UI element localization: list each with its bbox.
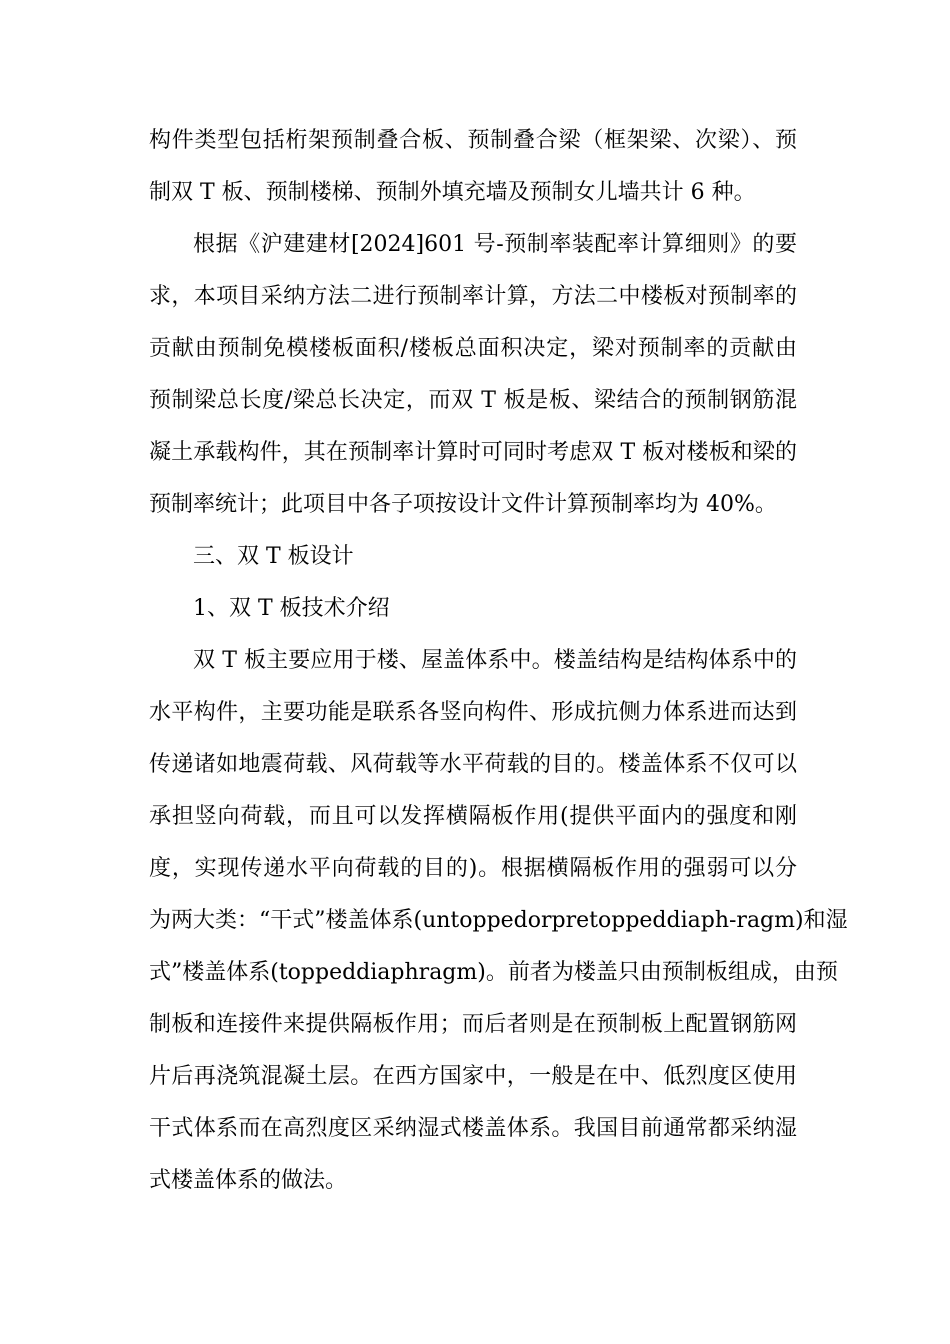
paragraph-line: 求，本项目采纳方法二进行预制率计算，方法二中楼板对预制率的 [149, 284, 797, 309]
paragraph-line: 预制梁总长度/梁总长决定，而双 T 板是板、梁结合的预制钢筋混 [149, 388, 797, 413]
paragraph-line: 贡献由预制免模楼板面积/楼板总面积决定，梁对预制率的贡献由 [149, 336, 797, 361]
paragraph-line: 凝土承载构件，其在预制率计算时可同时考虑双 T 板对楼板和梁的 [149, 440, 797, 465]
section-heading: 三、双 T 板设计 [193, 544, 354, 569]
subsection-heading: 1、双 T 板技术介绍 [193, 596, 390, 621]
paragraph-line: 根据《沪建建材[2024]601 号-预制率装配率计算细则》的要 [193, 232, 797, 257]
paragraph-line: 预制率统计；此项目中各子项按设计文件计算预制率均为 40%。 [149, 492, 777, 517]
paragraph-line: 片后再浇筑混凝土层。在西方国家中，一般是在中、低烈度区使用 [149, 1064, 797, 1089]
paragraph-line: 度，实现传递水平向荷载的目的)。根据横隔板作用的强弱可以分 [149, 856, 797, 881]
paragraph-line: 传递诸如地震荷载、风荷载等水平荷载的目的。楼盖体系不仅可以 [149, 752, 797, 777]
paragraph-line: 水平构件，主要功能是联系各竖向构件、形成抗侧力体系进而达到 [149, 700, 797, 725]
paragraph-line: 制双 T 板、预制楼梯、预制外填充墙及预制女儿墙共计 6 种。 [149, 180, 756, 205]
paragraph-line: 构件类型包括桁架预制叠合板、预制叠合梁（框架梁、次梁）、预 [149, 128, 797, 153]
paragraph-line: 干式体系而在高烈度区采纳湿式楼盖体系。我国目前通常都采纳湿 [149, 1116, 797, 1141]
paragraph-line: 为两大类：“干式”楼盖体系(untoppedorpretoppeddiaph-ragm)和湿 [149, 908, 848, 933]
document-body [149, 115, 848, 1207]
paragraph-line: 承担竖向荷载，而且可以发挥横隔板作用(提供平面内的强度和刚 [149, 804, 797, 829]
paragraph-line: 式”楼盖体系(toppeddiaphragm)。前者为楼盖只由预制板组成，由预 [149, 960, 838, 985]
paragraph-line: 式楼盖体系的做法。 [149, 1168, 348, 1193]
paragraph-line: 制板和连接件来提供隔板作用；而后者则是在预制板上配置钢筋网 [149, 1012, 797, 1037]
paragraph-line: 双 T 板主要应用于楼、屋盖体系中。楼盖结构是结构体系中的 [193, 648, 797, 673]
